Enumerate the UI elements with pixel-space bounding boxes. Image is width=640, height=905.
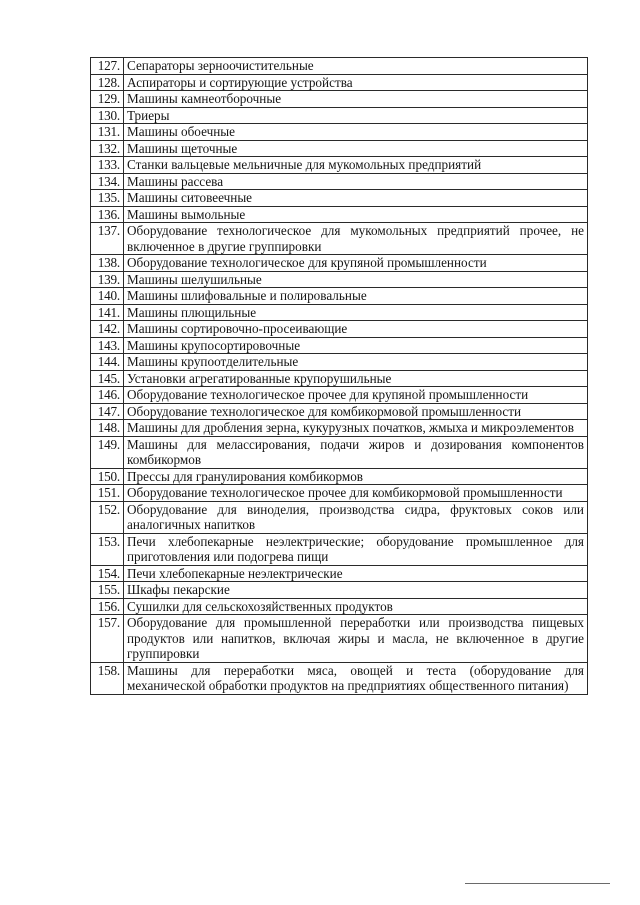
row-number: 152. bbox=[91, 501, 124, 533]
row-text: Прессы для гранулирования комбикормов bbox=[124, 468, 588, 485]
table-row bbox=[91, 565, 588, 582]
table-row bbox=[91, 337, 588, 354]
table-row bbox=[91, 190, 588, 207]
row-text: Сушилки для сельскохозяйственных продуктов bbox=[124, 598, 588, 615]
table-row bbox=[91, 615, 588, 663]
table-row bbox=[91, 598, 588, 615]
row-number: 156. bbox=[91, 598, 124, 615]
row-text: Станки вальцевые мельничные для мукомольных предприятий bbox=[124, 157, 588, 174]
row-number: 148. bbox=[91, 420, 124, 437]
table-row bbox=[91, 107, 588, 124]
row-text: Машины шелушильные bbox=[124, 271, 588, 288]
row-text: Машины вымольные bbox=[124, 206, 588, 223]
table-row bbox=[91, 140, 588, 157]
row-text: Машины шлифовальные и полировальные bbox=[124, 288, 588, 305]
row-number: 131. bbox=[91, 124, 124, 141]
row-number: 132. bbox=[91, 140, 124, 157]
row-number: 146. bbox=[91, 387, 124, 404]
table-row bbox=[91, 58, 588, 75]
row-number: 127. bbox=[91, 58, 124, 75]
footer-divider bbox=[465, 883, 610, 884]
row-number: 128. bbox=[91, 74, 124, 91]
row-number: 129. bbox=[91, 91, 124, 108]
table-row bbox=[91, 662, 588, 694]
row-number: 157. bbox=[91, 615, 124, 663]
table-row bbox=[91, 582, 588, 599]
row-text: Оборудование для промышленной переработки или производства пищевых продуктов или напитков, включая жиры и масла, не включенное в другие группировки bbox=[124, 615, 588, 663]
table-row bbox=[91, 124, 588, 141]
row-number: 139. bbox=[91, 271, 124, 288]
row-number: 138. bbox=[91, 255, 124, 272]
equipment-list-table bbox=[90, 57, 588, 695]
table-row bbox=[91, 533, 588, 565]
row-text: Сепараторы зерноочистительные bbox=[124, 58, 588, 75]
row-number: 144. bbox=[91, 354, 124, 371]
table-row bbox=[91, 420, 588, 437]
table-row bbox=[91, 468, 588, 485]
row-text: Триеры bbox=[124, 107, 588, 124]
row-number: 136. bbox=[91, 206, 124, 223]
row-text: Машины плющильные bbox=[124, 304, 588, 321]
row-text: Машины камнеотборочные bbox=[124, 91, 588, 108]
row-number: 143. bbox=[91, 337, 124, 354]
table-row bbox=[91, 255, 588, 272]
row-number: 141. bbox=[91, 304, 124, 321]
row-text: Оборудование технологическое для комбикормовой промышленности bbox=[124, 403, 588, 420]
row-text: Машины щеточные bbox=[124, 140, 588, 157]
row-number: 147. bbox=[91, 403, 124, 420]
row-number: 140. bbox=[91, 288, 124, 305]
row-text: Машины для дробления зерна, кукурузных початков, жмыха и микроэлементов bbox=[124, 420, 588, 437]
table-row bbox=[91, 436, 588, 468]
row-text: Печи хлебопекарные неэлектрические bbox=[124, 565, 588, 582]
row-number: 150. bbox=[91, 468, 124, 485]
row-number: 134. bbox=[91, 173, 124, 190]
row-text: Машины рассева bbox=[124, 173, 588, 190]
table-row bbox=[91, 387, 588, 404]
row-text: Машины ситовеечные bbox=[124, 190, 588, 207]
row-text: Машины крупосортировочные bbox=[124, 337, 588, 354]
row-number: 145. bbox=[91, 370, 124, 387]
row-number: 130. bbox=[91, 107, 124, 124]
row-text: Оборудование технологическое для крупяной промышленности bbox=[124, 255, 588, 272]
table-row bbox=[91, 206, 588, 223]
row-text: Оборудование для виноделия, производства сидра, фруктовых соков или аналогичных напитков bbox=[124, 501, 588, 533]
row-number: 151. bbox=[91, 485, 124, 502]
table-row bbox=[91, 288, 588, 305]
row-text: Машины обоечные bbox=[124, 124, 588, 141]
equipment-list-body bbox=[91, 58, 588, 695]
table-row bbox=[91, 223, 588, 255]
table-row bbox=[91, 403, 588, 420]
row-text: Машины для мелассирования, подачи жиров и дозирования компонентов комбикормов bbox=[124, 436, 588, 468]
table-row bbox=[91, 91, 588, 108]
table-row bbox=[91, 271, 588, 288]
row-number: 135. bbox=[91, 190, 124, 207]
table-row bbox=[91, 321, 588, 338]
table-row bbox=[91, 157, 588, 174]
row-number: 137. bbox=[91, 223, 124, 255]
row-text: Машины для переработки мяса, овощей и теста (оборудование для механической обработки продуктов на предприятиях общественного питания) bbox=[124, 662, 588, 694]
row-number: 153. bbox=[91, 533, 124, 565]
table-row bbox=[91, 485, 588, 502]
row-number: 155. bbox=[91, 582, 124, 599]
table-row bbox=[91, 370, 588, 387]
row-text: Оборудование технологическое для мукомольных предприятий прочее, не включенное в другие группировки bbox=[124, 223, 588, 255]
table-row bbox=[91, 173, 588, 190]
row-number: 133. bbox=[91, 157, 124, 174]
row-text: Шкафы пекарские bbox=[124, 582, 588, 599]
row-text: Машины сортировочно-просеивающие bbox=[124, 321, 588, 338]
table-row bbox=[91, 304, 588, 321]
row-text: Машины крупоотделительные bbox=[124, 354, 588, 371]
row-number: 142. bbox=[91, 321, 124, 338]
row-text: Оборудование технологическое прочее для крупяной промышленности bbox=[124, 387, 588, 404]
row-number: 158. bbox=[91, 662, 124, 694]
row-text: Установки агрегатированные крупорушильные bbox=[124, 370, 588, 387]
row-number: 149. bbox=[91, 436, 124, 468]
table-row bbox=[91, 74, 588, 91]
table-row bbox=[91, 354, 588, 371]
row-text: Оборудование технологическое прочее для комбикормовой промышленности bbox=[124, 485, 588, 502]
row-text: Аспираторы и сортирующие устройства bbox=[124, 74, 588, 91]
table-row bbox=[91, 501, 588, 533]
row-text: Печи хлебопекарные неэлектрические; оборудование промышленное для приготовления или подогрева пищи bbox=[124, 533, 588, 565]
row-number: 154. bbox=[91, 565, 124, 582]
